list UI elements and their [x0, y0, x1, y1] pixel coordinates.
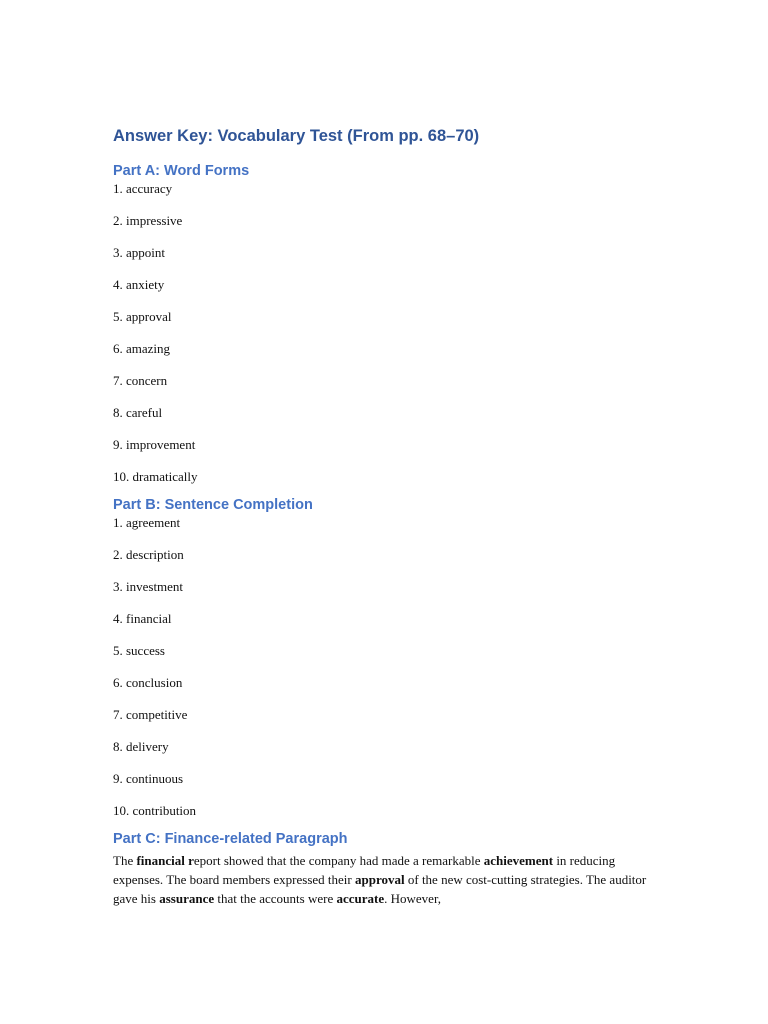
list-item: 8. delivery — [113, 739, 169, 754]
list-item: 3. investment — [113, 579, 184, 594]
bold-term: approval — [355, 872, 405, 887]
list-item: 4. anxiety — [113, 277, 165, 292]
paragraph-text: The — [113, 853, 137, 868]
list-item: 3. appoint — [113, 245, 165, 260]
list-item: 7. competitive — [113, 707, 188, 722]
document-title: Answer Key: Vocabulary Test (From pp. 68–70) — [113, 127, 480, 145]
list-item: 7. concern — [113, 373, 168, 388]
part-a-heading: Part A: Word Forms — [113, 163, 250, 179]
finance-paragraph — [113, 851, 653, 908]
list-item: 5. success — [113, 643, 165, 658]
bold-term: accurate — [336, 891, 385, 906]
list-item: 9. continuous — [113, 771, 184, 786]
list-item: 1. agreement — [113, 515, 181, 530]
list-item: 2. description — [113, 547, 184, 562]
bold-term: assurance — [159, 891, 215, 906]
document-body — [113, 124, 653, 908]
list-item: 9. improvement — [113, 437, 196, 452]
part-c-heading: Part C: Finance-related Paragraph — [113, 831, 348, 847]
paragraph-text: that the accounts were — [214, 891, 337, 906]
paragraph-text: eport showed that the company had made a remarkable — [193, 853, 484, 868]
list-item: 6. amazing — [113, 341, 171, 356]
part-a-list — [113, 181, 653, 485]
list-item: 10. dramatically — [113, 469, 198, 484]
bold-term: financial r — [136, 853, 194, 868]
list-item: 5. approval — [113, 309, 172, 324]
list-item: 2. impressive — [113, 213, 183, 228]
paragraph-text: of the new cost-cutting strategies. The auditor gave his — [113, 872, 647, 906]
part-b-list — [113, 515, 653, 819]
list-item: 8. careful — [113, 405, 163, 420]
bold-term: achievement — [483, 853, 554, 868]
list-item: 4. financial — [113, 611, 172, 626]
list-item: 6. conclusion — [113, 675, 183, 690]
part-b-heading: Part B: Sentence Completion — [113, 497, 313, 513]
paragraph-text: in reducing expenses. The board members expressed their — [113, 853, 616, 887]
list-item: 10. contribution — [113, 803, 197, 818]
paragraph-text: . However, — [384, 891, 441, 906]
list-item: 1. accuracy — [113, 181, 173, 196]
